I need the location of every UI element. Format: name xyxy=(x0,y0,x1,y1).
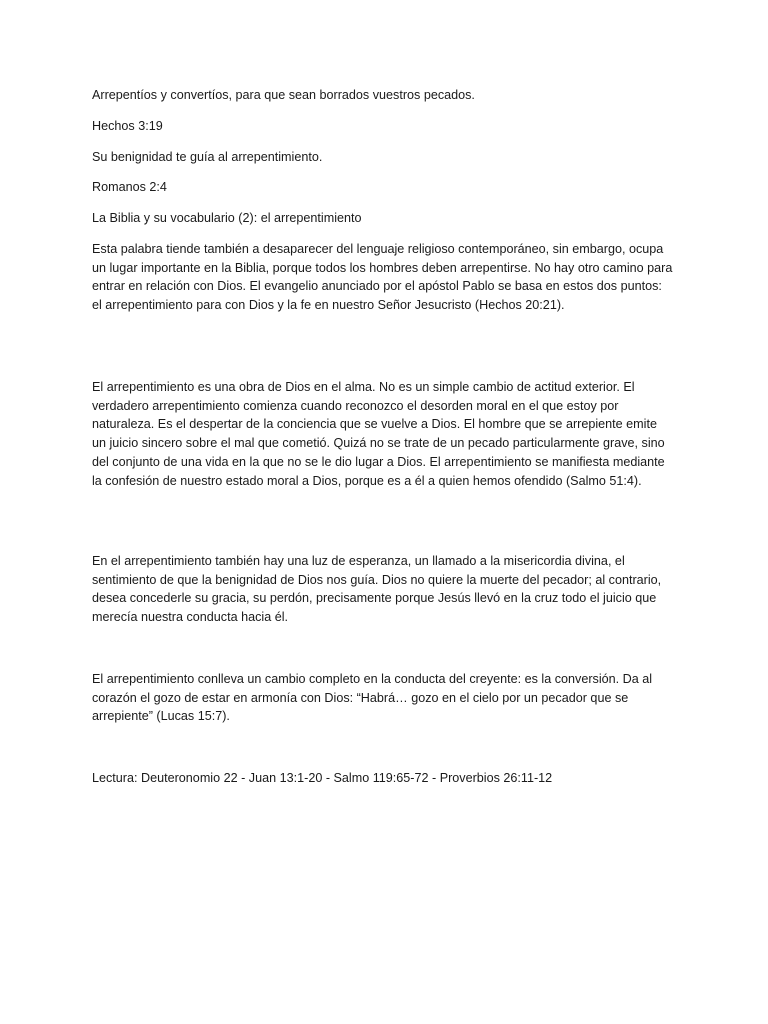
verse-reference-1: Hechos 3:19 xyxy=(92,119,163,133)
reading-list: Lectura: Deuteronomio 22 - Juan 13:1-20 - Salmo 119:65-72 - Proverbios 26:11-12 xyxy=(92,771,553,785)
paragraph-4: El arrepentimiento conlleva un cambio completo en la conducta del creyente: es la conversión. Da al corazón el gozo de estar en armonía con Dios: “Habrá… gozo en el cielo por un pecador que se arrepiente” (Lucas 15:7). xyxy=(92,672,653,724)
verse-quote-1: Arrepentíos y convertíos, para que sean borrados vuestros pecados. xyxy=(92,88,475,102)
article-heading: La Biblia y su vocabulario (2): el arrepentimiento xyxy=(92,211,362,225)
verse-reference-2: Romanos 2:4 xyxy=(92,180,167,194)
paragraph-3: En el arrepentimiento también hay una luz de esperanza, un llamado a la misericordia divina, el sentimiento de que la benignidad de Dios nos guía. Dios no quiere la muerte del pecador; al contrario, desea concederle su gracia, su perdón, precisamente porque Jesús llevó en la cruz todo el juicio que merecía nuestra conducta hacia él. xyxy=(92,554,662,625)
paragraph-2: El arrepentimiento es una obra de Dios en el alma. No es un simple cambio de actitud exterior. El verdadero arrepentimiento comienza cuando reconozco el desorden moral en el que estoy por naturaleza. Es el despertar de la conciencia que se vuelve a Dios. El hombre que se arrepiente emite un juicio sincero sobre el mal que cometió. Quizá no se trate de un pecado particularmente grave, sino del conjunto de una vida en la que no se le dio lugar a Dios. El arrepentimiento se manifiesta mediante la confesión de nuestro estado moral a Dios, porque es a él a quien hemos ofendido (Salmo 51:4). xyxy=(92,380,665,488)
verse-quote-2: Su benignidad te guía al arrepentimiento. xyxy=(92,150,323,164)
paragraph-1: Esta palabra tiende también a desaparecer del lenguaje religioso contemporáneo, sin embargo, ocupa un lugar importante en la Biblia, porque todos los hombres deben arrepentirse. No hay otro camino para entrar en relación con Dios. El evangelio anunciado por el apóstol Pablo se basa en estos dos puntos: el arrepentimiento para con Dios y la fe en nuestro Señor Jesucristo (Hechos 20:21). xyxy=(92,242,673,313)
